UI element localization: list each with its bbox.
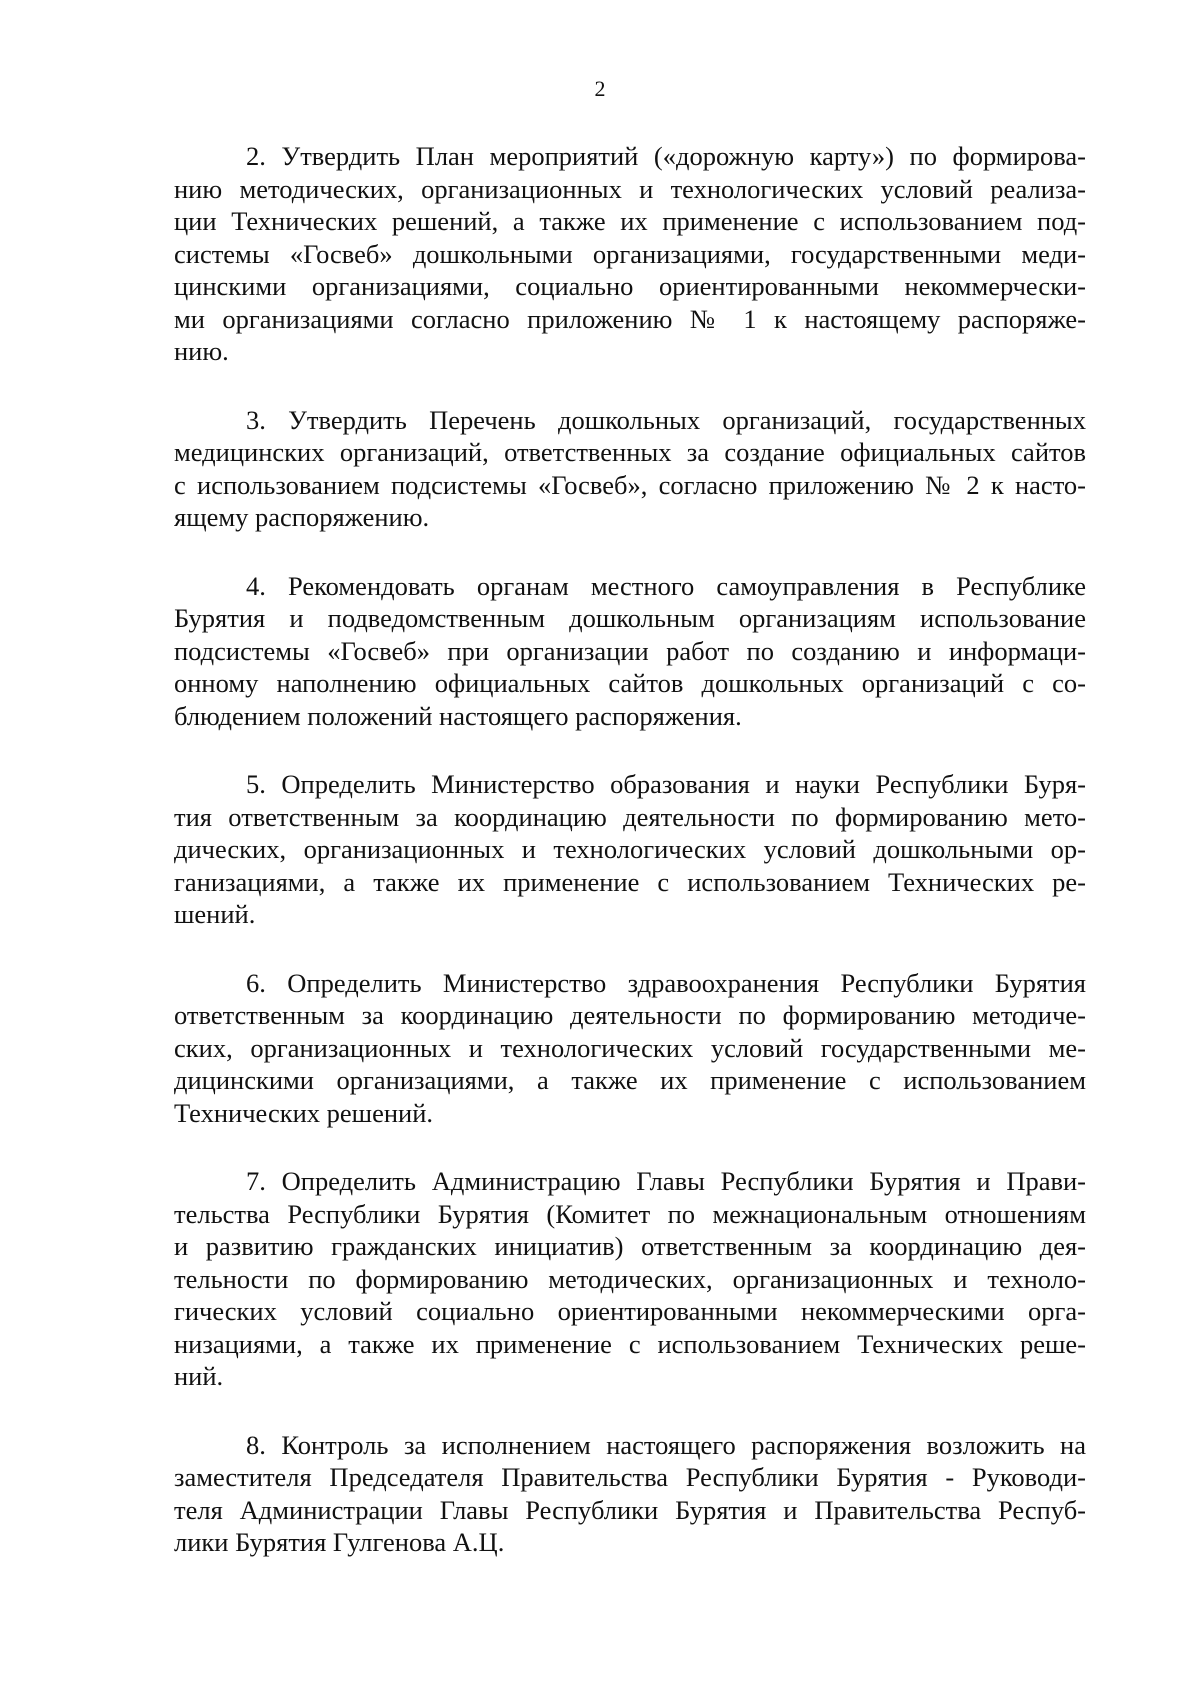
paragraph-2 — [174, 404, 1086, 534]
paragraph-line: Бурятия и подведомственным дошкольным организациям использование — [174, 603, 1086, 633]
paragraph-line: и развитию гражданских инициатив) ответственным за координацию дея- — [174, 1231, 1086, 1261]
paragraph-line: шений. — [174, 899, 256, 929]
paragraph-line: 7. Определить Администрацию Главы Республики Бурятия и Прави- — [246, 1166, 1086, 1196]
paragraph-line: ции Технических решений, а также их применение с использованием под- — [174, 206, 1086, 236]
paragraph-line: дических, организационных и технологических условий дошкольными ор- — [174, 834, 1086, 864]
paragraph-1 — [174, 140, 1086, 368]
paragraph-line: 6. Определить Министерство здравоохранения Республики Бурятия — [246, 967, 1086, 998]
paragraph-7 — [174, 1429, 1086, 1559]
paragraph-line: теля Администрации Главы Республики Бурятия и Правительства Респуб- — [174, 1494, 1086, 1525]
paragraph-line: гических условий социально ориентированными некоммерческими орга- — [174, 1296, 1086, 1326]
paragraph-line: с использованием подсистемы «Госвеб», согласно приложению № 2 к насто- — [174, 469, 1086, 500]
paragraph-line: блюдением положений настоящего распоряжения. — [174, 700, 742, 731]
paragraph-line: ний. — [174, 1361, 224, 1391]
paragraph-6 — [174, 1165, 1086, 1393]
paragraph-line: нию. — [174, 336, 229, 366]
paragraph-line: нию методических, организационных и технологических условий реализа- — [174, 173, 1086, 204]
paragraph-5 — [174, 967, 1086, 1130]
paragraph-line: ми организациями согласно приложению № 1 к настоящему распоряже- — [174, 303, 1086, 334]
paragraph-line: ящему распоряжению. — [174, 502, 430, 532]
paragraph-line: 5. Определить Министерство образования и науки Республики Буря- — [246, 769, 1086, 799]
paragraph-line: тельства Республики Бурятия (Комитет по межнациональным отношениям — [174, 1198, 1086, 1229]
paragraph-line: 2. Утвердить План мероприятий («дорожную карту») по формирова- — [246, 141, 1086, 171]
paragraph-3 — [174, 570, 1086, 733]
paragraph-4 — [174, 768, 1086, 931]
page-number: 2 — [594, 76, 606, 101]
paragraph-line: цинскими организациями, социально ориентированными некоммерчески- — [174, 271, 1086, 301]
paragraph-line: ответственным за координацию деятельности по формированию методиче- — [174, 1000, 1086, 1030]
paragraph-line: 3. Утвердить Перечень дошкольных организаций, государственных — [246, 404, 1086, 435]
paragraph-line: ганизациями, а также их применение с использованием Технических ре- — [174, 866, 1086, 897]
paragraph-line: ских, организационных и технологических условий государственными ме- — [174, 1032, 1086, 1063]
paragraph-line: Технических решений. — [174, 1097, 433, 1128]
paragraph-line: онному наполнению официальных сайтов дошкольных организаций с со- — [174, 668, 1086, 698]
paragraph-line: тельности по формированию методических, организационных и техноло- — [174, 1263, 1086, 1294]
paragraph-line: тия ответственным за координацию деятельности по формированию мето- — [174, 801, 1086, 832]
paragraph-line: подсистемы «Госвеб» при организации работ по созданию и информаци- — [174, 635, 1086, 666]
paragraph-line: медицинских организаций, ответственных за создание официальных сайтов — [174, 437, 1086, 467]
paragraph-line: заместителя Председателя Правительства Республики Бурятия - Руководи- — [174, 1462, 1086, 1492]
paragraph-line: системы «Госвеб» дошкольными организациями, государственными меди- — [174, 238, 1086, 269]
paragraph-line: 4. Рекомендовать органам местного самоуправления в Республике — [246, 570, 1086, 601]
paragraph-line: дицинскими организациями, а также их применение с использованием — [174, 1065, 1086, 1095]
paragraph-line: низациями, а также их применение с использованием Технических реше- — [174, 1328, 1086, 1359]
paragraph-line: 8. Контроль за исполнением настоящего распоряжения возложить на — [246, 1429, 1086, 1460]
paragraph-line: лики Бурятия Гулгенова А.Ц. — [174, 1527, 505, 1557]
document-body — [174, 140, 1086, 1595]
